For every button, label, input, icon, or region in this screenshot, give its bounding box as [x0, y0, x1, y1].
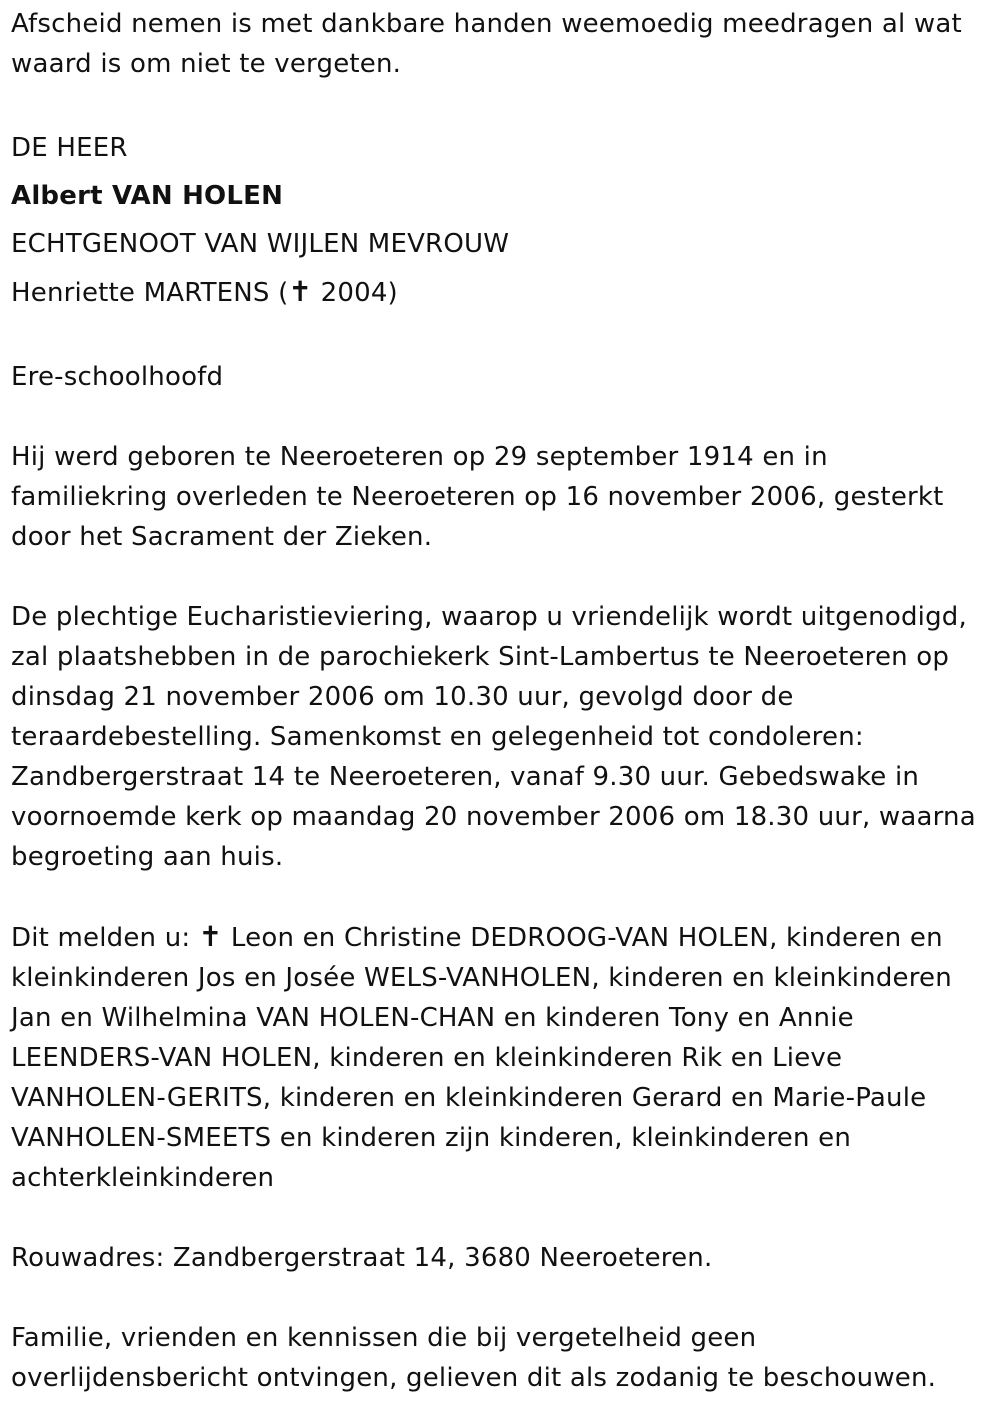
deceased-name: Albert VAN HOLEN: [11, 181, 284, 211]
birth-death-text: Hij werd geboren te Neeroeteren op 29 september 1914 en in familiekring overleden te Neeroeteren op 16 november 2006, gesterkt door het Sacrament der Zieken.: [11, 442, 944, 552]
family-prefix: Dit melden u:: [11, 923, 199, 953]
spouse-line: [11, 268, 990, 317]
occupation: Ere-schoolhoofd: [11, 362, 224, 392]
cross-icon: ✝: [198, 920, 223, 953]
family-members: Leon en Christine DEDROOG-VAN HOLEN, kinderen en kleinkinderen Jos en Josée WELS-VANHOLEN, kinderen en kleinkinderen Jan en Wilhelmina VAN HOLEN-CHAN en kinderen Tony en Annie LEENDERS-VAN HOLEN, kinderen en kleinkinderen Rik en Lieve VANHOLEN-GERITS, kinderen en kleinkinderen Gerard en Marie-Paule VANHOLEN-SMEETS en kinderen zijn kinderen, kleinkinderen en achterkleinkinderen: [11, 923, 952, 1193]
spouse-label: ECHTGENOOT VAN WIJLEN MEVROUW: [11, 229, 510, 259]
ceremony-text: De plechtige Eucharistieviering, waarop u vriendelijk wordt uitgenodigd, zal plaatshebben in de parochiekerk Sint-Lambertus te Neeroeteren op dinsdag 21 november 2006 om 10.30 uur, gevolgd door de teraardebestelling. Samenkomst en gelegenheid tot condoleren: Zandbergerstraat 14 te Neeroeteren, vanaf 9.30 uur. Gebedswake in voornoemde kerk op maandag 20 november 2006 om 18.30 uur, waarna begroeting aan huis.: [11, 602, 976, 872]
spouse-name: Henriette MARTENS (: [11, 278, 289, 308]
spouse-year: 2004): [312, 278, 398, 308]
family-text: [11, 917, 990, 1198]
intro-text: Afscheid nemen is met dankbare handen weemoedig meedragen al wat waard is om niet te vergeten.: [11, 9, 962, 79]
cross-icon: ✝: [288, 275, 313, 308]
title-prefix: DE HEER: [11, 133, 128, 163]
closing-text: Familie, vrienden en kennissen die bij vergetelheid geen overlijdensbericht ontvingen, gelieven dit als zodanig te beschouwen.: [11, 1323, 937, 1393]
mourning-address: Rouwadres: Zandbergerstraat 14, 3680 Neeroeteren.: [11, 1243, 713, 1273]
